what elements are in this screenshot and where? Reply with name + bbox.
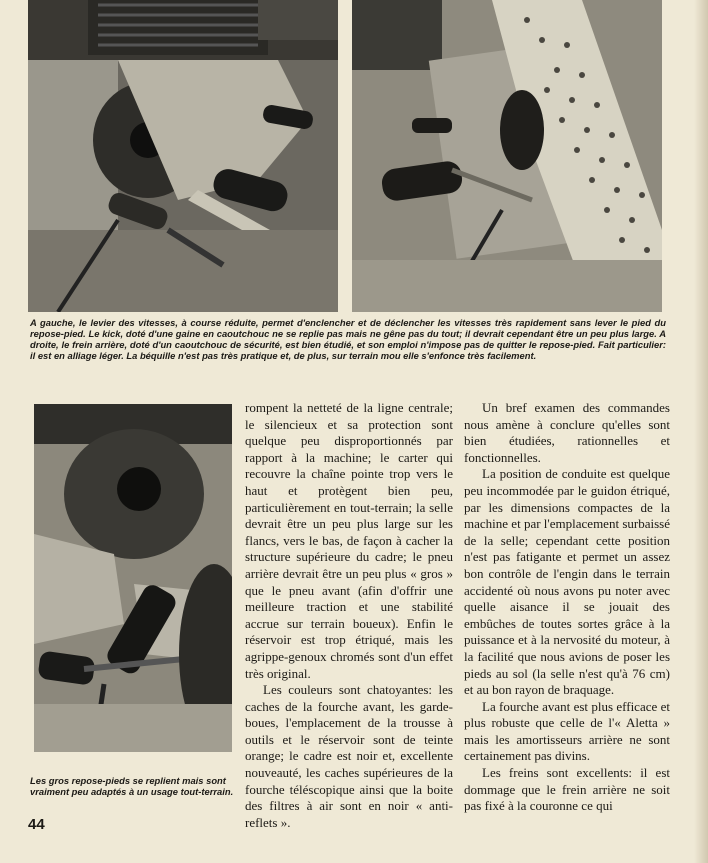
paragraph: Un bref examen des commandes nous amène à conclure qu'elles sont bien étudiées, rationnelles et fonctionnelles. <box>464 400 670 465</box>
caption-left: Les gros repose-pieds se replient mais sont vraiment peu adaptés à un usage tout-terrain. <box>30 775 234 797</box>
page-edge-shadow <box>694 0 708 863</box>
paragraph: Les freins sont excellents: il est dommage que le frein arrière ne soit pas fixé à la couronne ce qui <box>464 765 670 814</box>
caption-top: A gauche, le levier des vitesses, à course réduite, permet d'enclencher et de déclencher les vitesses très rapidement sans lever le pied du repose-pied. Le kick, doté d'une gaine en caoutchouc ne se replie pas mais ne gêne pas du tout; il devrait cependant être un peu plus large. A droite, le frein arrière, doté d'un caoutchouc de sécurité, est bien étudié, et son emploi n'impose pas de quitter le repose-pied. Fait particulier: il est en alliage léger. La béquille n'est pas très pratique et, de plus, sur terrain mou elle s'enfonce très facilement. <box>30 317 666 361</box>
photo-gear-lever <box>28 0 338 312</box>
article-column-right <box>464 400 670 815</box>
photo-rear-brake <box>352 0 662 312</box>
paragraph: rompent la netteté de la ligne centrale; le silencieux et sa protection sont quelque peu disproportionnés par rapport à la machine; le carter qui recouvre la chaîne pointe trop vers le haut et protègent bien peu, particulièrement en tout-terrain; la selle devrait être un peu plus large sur les flancs, vers le bas, de façon à cacher la structure supérieure du cadre; le pneu arrière devrait être un peu plus « gros » que le pneu avant (afin d'offrir une meilleure traction et une stabilité accrue sur terrain boueux). Enfin le réservoir est trop étriqué, mais les agrippe-genoux chromés sont d'un effet très original. <box>245 400 453 681</box>
paragraph: La fourche avant est plus efficace et plus robuste que celle de l'« Aletta » mais les amortisseurs arrière ne sont certainement pas divins. <box>464 698 670 764</box>
paragraph: Les couleurs sont chatoyantes: les caches de la fourche avant, les garde-boues, l'emplacement de la trousse à outils et le réservoir sont de teinte orange; le cadre est noir et, excellente nouveauté, les caches supérieures de la fourche téléscopique ainsi que la boite des filtres à air sont en noir « anti-reflets ». <box>245 682 453 830</box>
photo-footpegs <box>34 404 232 752</box>
paragraph: La position de conduite est quelque peu incommodée par le guidon étriqué, par les dimensions compactes de la machine et par l'emplacement surbaissé de la selle; cependant cette position n'est pas fatigante et permet un assez bon contrôle de l'engin dans le terrain accidenté où nous avons pu noter avec quelle aisance il se jouait des embûches de toutes sortes grâce à la puissance et à la nervosité du moteur, à la facilité que nous avions de poser les pieds au sol (la selle n'est qu'à 76 cm) et au bon rayon de braquage. <box>464 466 670 698</box>
page-number: 44 <box>28 816 45 833</box>
article-column-middle <box>245 400 453 831</box>
